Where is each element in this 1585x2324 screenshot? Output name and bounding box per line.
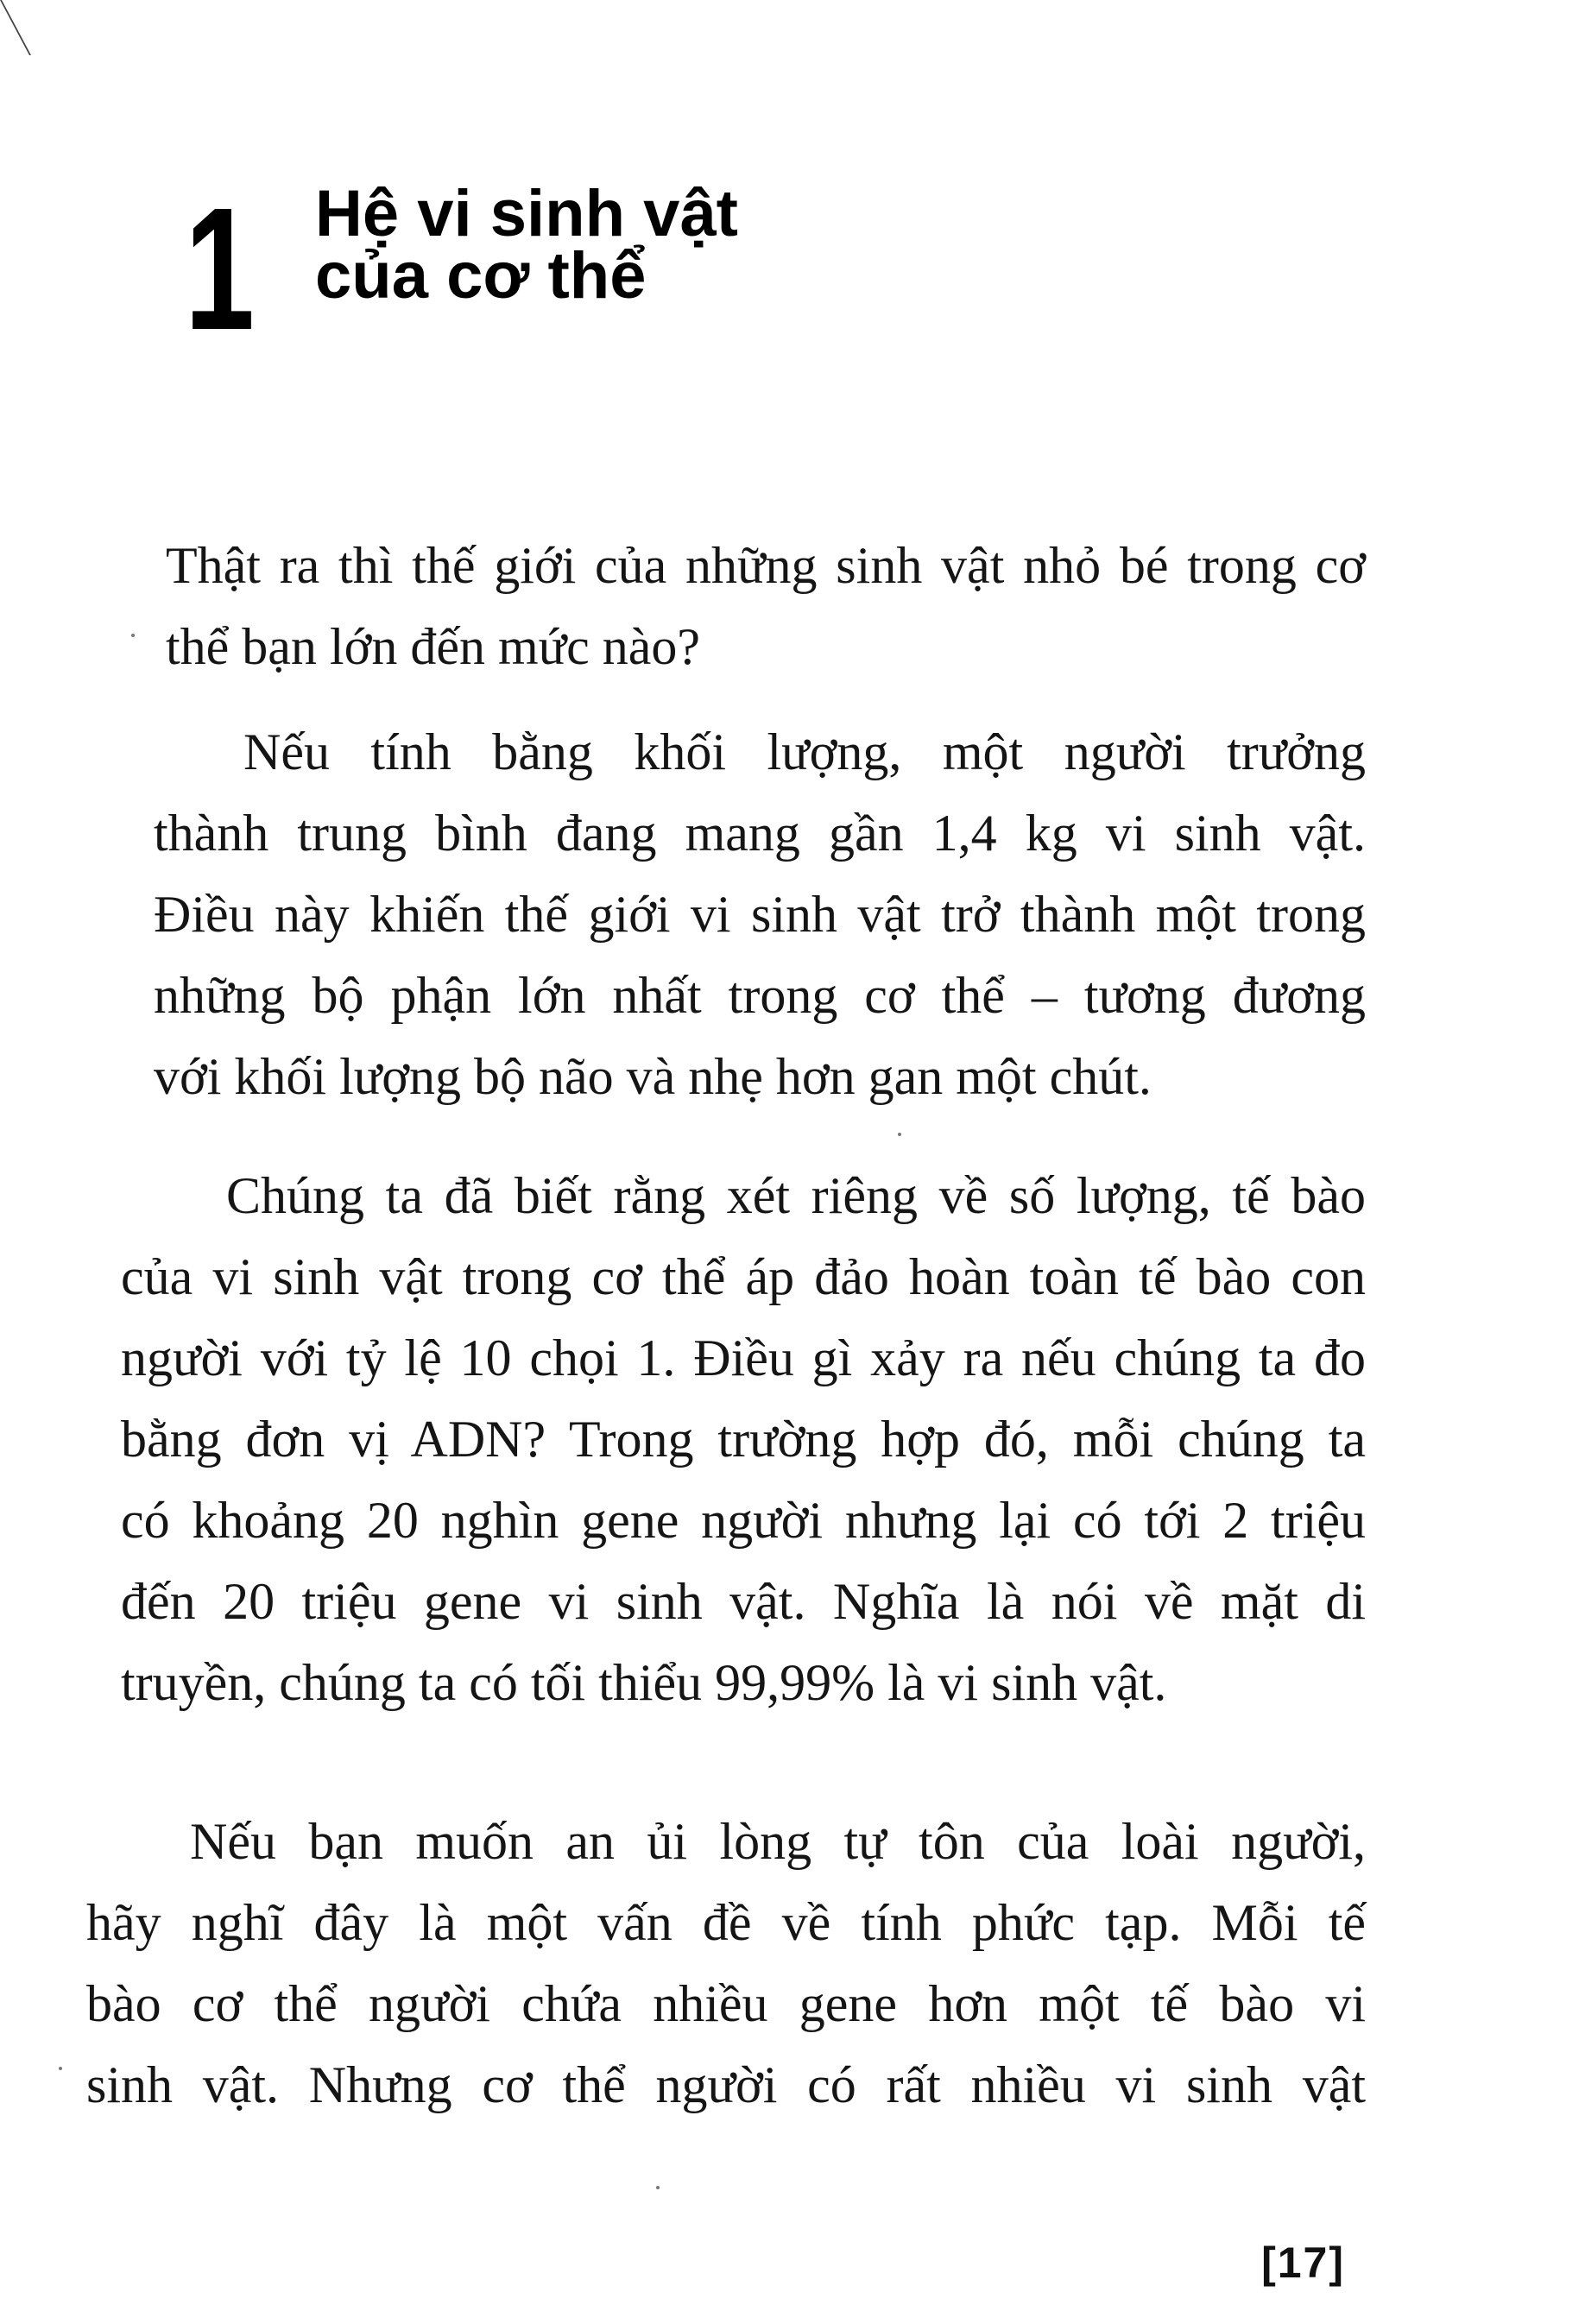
- text-line: thành trung bình đang mang gần 1,4 kg vi sinh vật.: [154, 805, 1366, 862]
- chapter-number: 1: [185, 171, 255, 366]
- text-line: bằng đơn vị ADN? Trong trường hợp đó, mỗi chúng ta: [121, 1411, 1366, 1468]
- chapter-title-line: của cơ thể: [315, 239, 647, 313]
- text-line: hãy nghĩ đây là một vấn đề về tính phức tạp. Mỗi tế: [86, 1894, 1366, 1951]
- paragraph: [154, 711, 1366, 1117]
- paragraph: [166, 525, 1366, 687]
- text-line: có khoảng 20 nghìn gene người nhưng lại có tới 2 triệu: [121, 1492, 1366, 1549]
- paragraph: [121, 1155, 1366, 1723]
- text-line: những bộ phận lớn nhất trong cơ thể – tương đương: [154, 967, 1366, 1024]
- text-line: bào cơ thể người chứa nhiều gene hơn một tế bào vi: [86, 1975, 1366, 2032]
- chapter-title: [315, 177, 799, 313]
- text-line: Điều này khiến thế giới vi sinh vật trở thành một trong: [154, 886, 1366, 943]
- text-line: Thật ra thì thế giới của những sinh vật nhỏ bé trong cơ: [166, 537, 1366, 594]
- text-line: của vi sinh vật trong cơ thể áp đảo hoàn toàn tế bào con: [121, 1248, 1366, 1305]
- text-line: Nếu bạn muốn an ủi lòng tự tôn của loài người,: [190, 1813, 1366, 1870]
- text-line: truyền, chúng ta có tối thiểu 99,99% là vi sinh vật.: [121, 1654, 1167, 1711]
- text-line: đến 20 triệu gene vi sinh vật. Nghĩa là nói về mặt di: [121, 1573, 1366, 1630]
- text-line: thể bạn lớn đến mức nào?: [166, 618, 701, 675]
- text-line: với khối lượng bộ não và nhẹ hơn gan một chút.: [154, 1048, 1152, 1105]
- page-number: [17]: [1261, 2239, 1345, 2287]
- scan-speck: [131, 634, 135, 637]
- page-corner-mark: [0, 0, 47, 55]
- scan-speck: [898, 1133, 901, 1136]
- text-line: người với tỷ lệ 10 chọi 1. Điều gì xảy ra nếu chúng ta đo: [121, 1329, 1366, 1386]
- text-line: Nếu tính bằng khối lượng, một người trưởng: [243, 723, 1366, 780]
- text-line: Chúng ta đã biết rằng xét riêng về số lượng, tế bào: [226, 1167, 1366, 1224]
- scan-speck: [59, 2067, 62, 2070]
- text-line: sinh vật. Nhưng cơ thể người có rất nhiều vi sinh vật: [86, 2056, 1366, 2113]
- paragraph: [86, 1801, 1366, 2125]
- chapter-title-line: Hệ vi sinh vật: [315, 177, 738, 250]
- scan-speck: [656, 2186, 660, 2189]
